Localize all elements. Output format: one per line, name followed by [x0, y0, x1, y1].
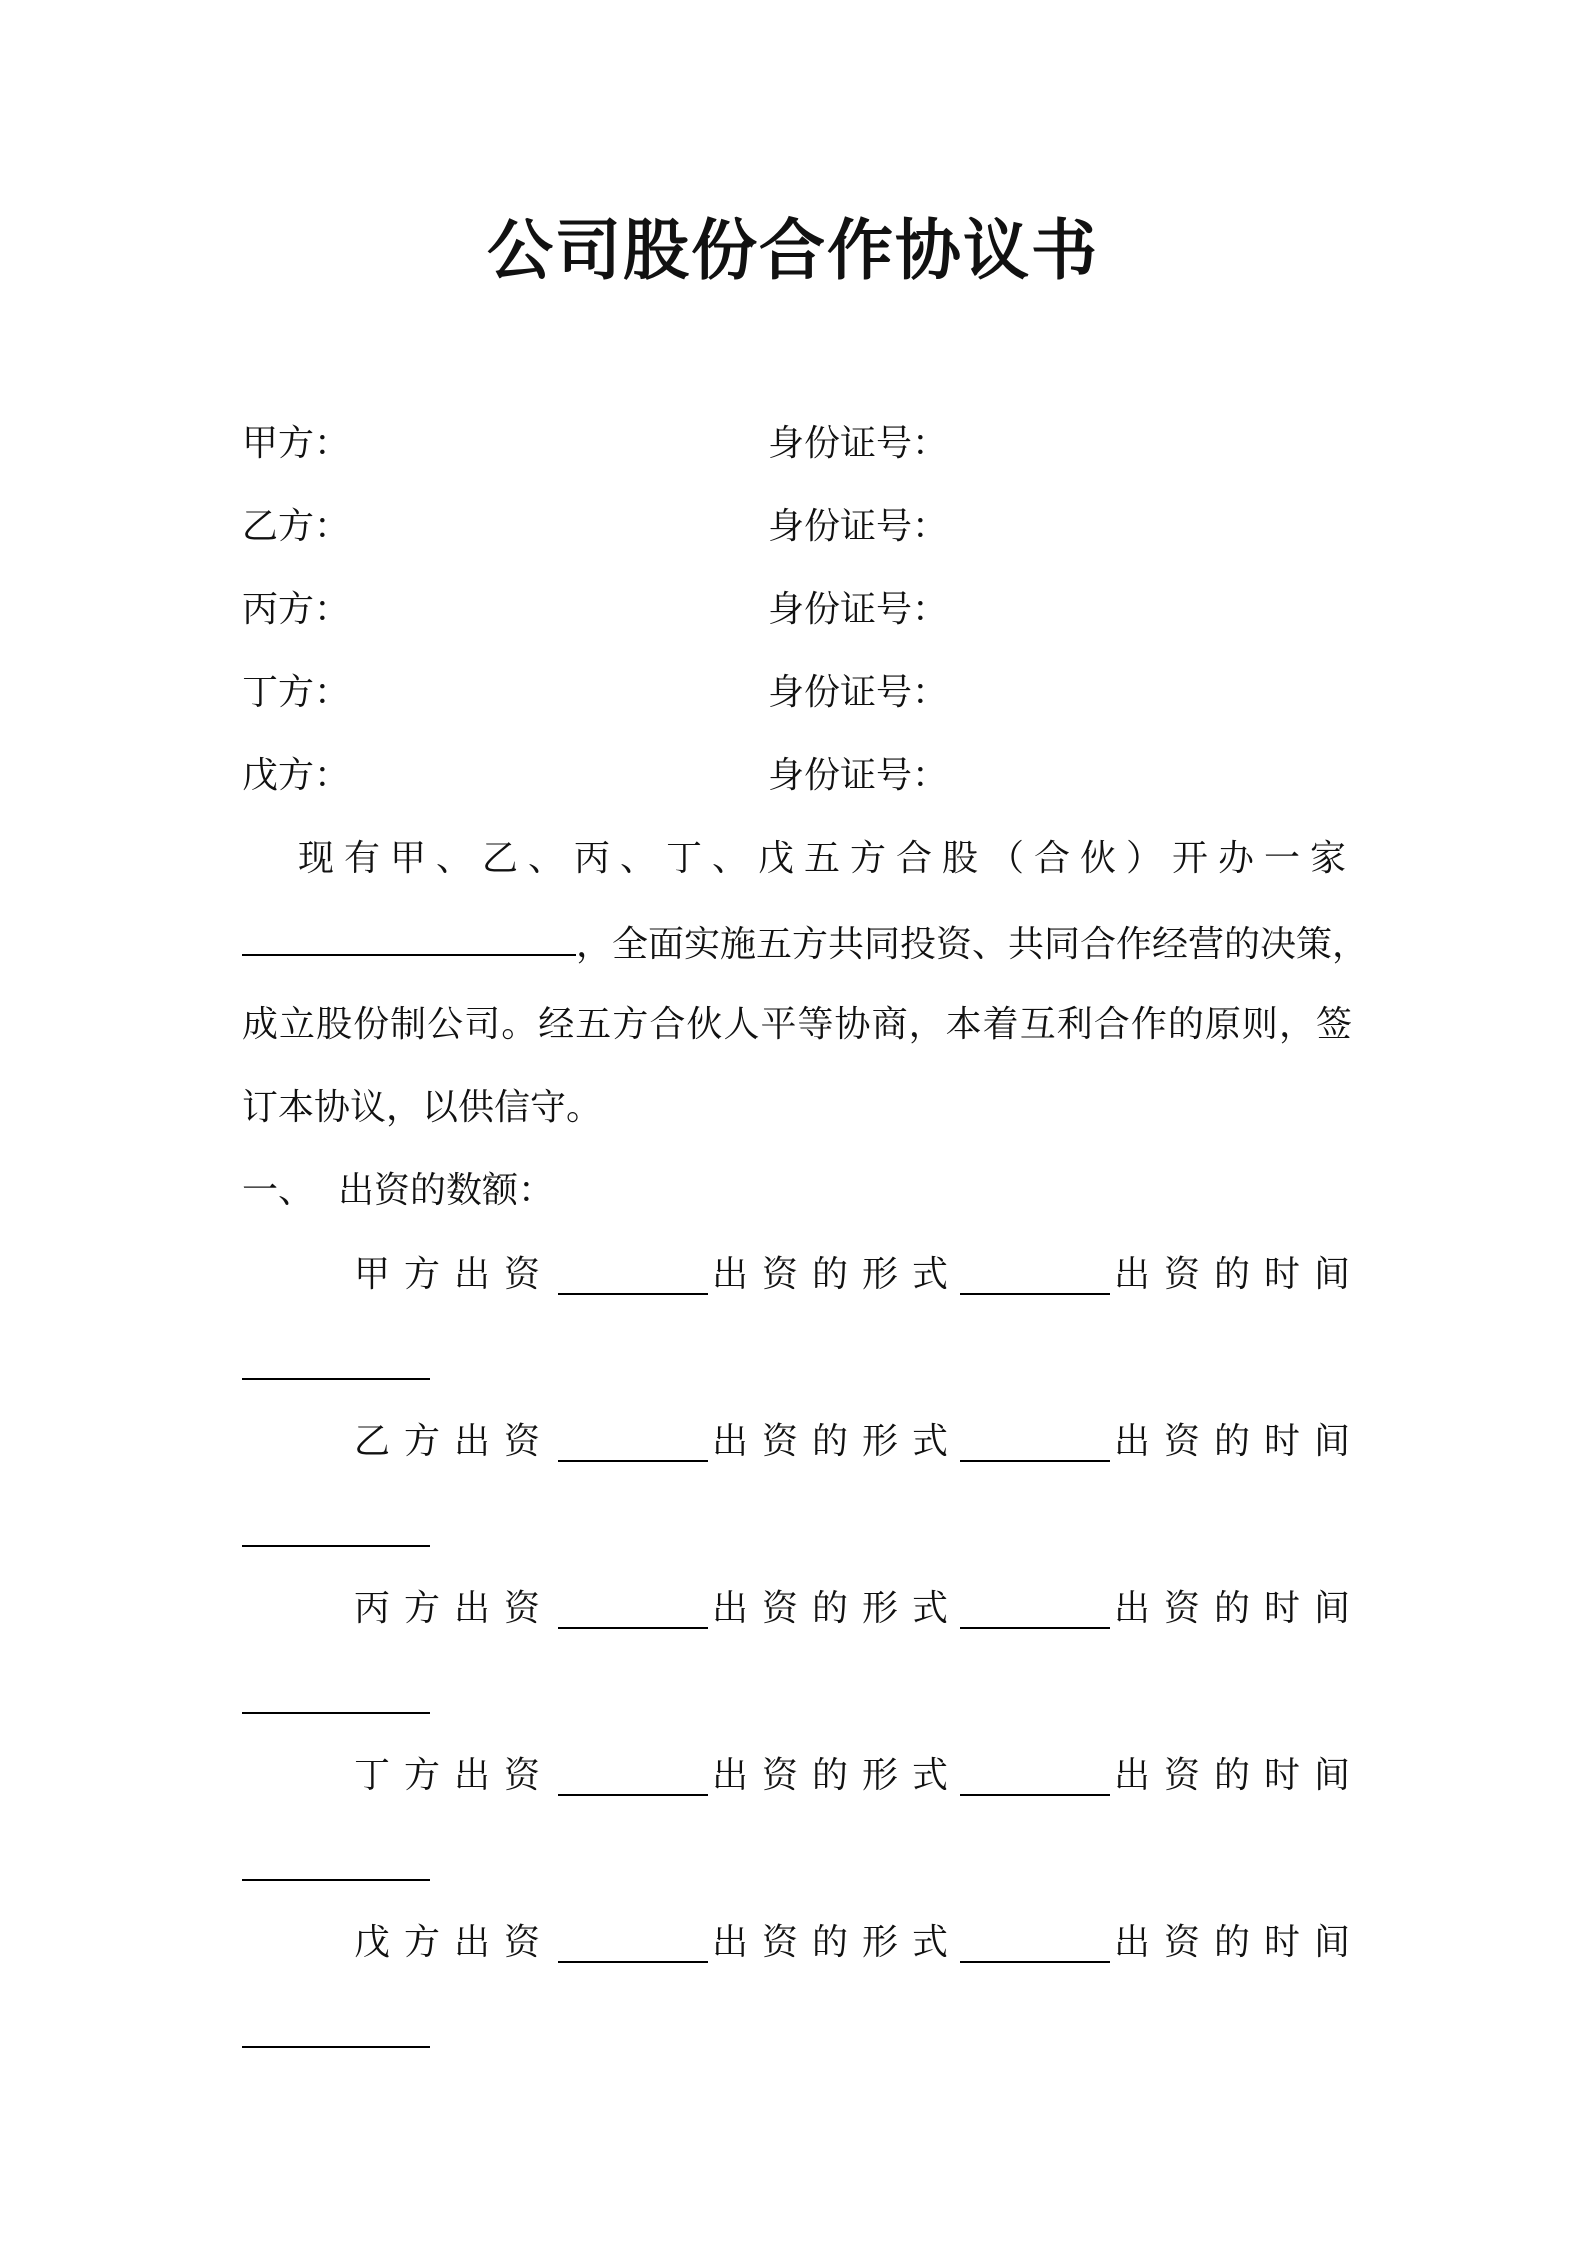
party-row-yi [242, 497, 1352, 557]
intro-line-1: 现有甲、乙、丙、丁、戊五方合股（合伙）开办一家 [298, 838, 1352, 879]
contribution-line-bing [354, 1579, 1365, 1639]
contribution-form-label: 出资的形式 [712, 1254, 963, 1295]
form-blank [960, 1794, 1110, 1796]
party-label: 乙方： [242, 506, 351, 547]
party-row-ding [242, 663, 1352, 723]
party-row-bing [242, 580, 1352, 640]
amount-blank [558, 1627, 708, 1629]
company-name-blank [242, 912, 576, 956]
contribution-party: 丁方出资 [354, 1755, 555, 1796]
id-number-label: 身份证号： [768, 755, 949, 796]
id-number-label: 身份证号： [768, 506, 949, 547]
id-number-label: 身份证号： [768, 589, 949, 630]
party-row-jia [242, 414, 1352, 474]
form-blank [960, 1293, 1110, 1295]
contribution-party: 戊方出资 [354, 1922, 555, 1963]
section-number: 一、 [242, 1170, 315, 1211]
contribution-form-label: 出资的形式 [712, 1922, 963, 1963]
party-row-wu [242, 746, 1352, 806]
amount-blank [558, 1460, 708, 1462]
time-blank-yi [242, 1545, 430, 1547]
time-blank-wu [242, 2046, 430, 2048]
contribution-line-yi [354, 1412, 1365, 1472]
amount-blank [558, 1794, 708, 1796]
contribution-form-label: 出资的形式 [712, 1421, 963, 1462]
time-blank-bing [242, 1712, 430, 1714]
intro-line-3: 成立股份制公司。经五方合伙人平等协商，本着互利合作的原则，签 [242, 1004, 1352, 1045]
amount-blank [558, 1961, 708, 1963]
contribution-party: 甲方出资 [354, 1254, 555, 1295]
section-heading-text: 出资的数额： [338, 1170, 555, 1211]
form-blank [960, 1627, 1110, 1629]
id-number-label: 身份证号： [768, 423, 949, 464]
contribution-form-label: 出资的形式 [712, 1588, 963, 1629]
contribution-time-label: 出资的时间 [1114, 1922, 1365, 1963]
contribution-time-label: 出资的时间 [1114, 1254, 1365, 1295]
contribution-time-label: 出资的时间 [1114, 1755, 1365, 1796]
contribution-party: 乙方出资 [354, 1421, 555, 1462]
intro-line-4: 订本协议，以供信守。 [242, 1087, 603, 1128]
form-blank [960, 1961, 1110, 1963]
intro-line-2 [242, 912, 1369, 975]
section-1-heading [242, 1161, 554, 1221]
party-label: 丁方： [242, 672, 351, 713]
intro-line-2-text: ，全面实施五方共同投资、共同合作经营的决策， [576, 924, 1369, 965]
party-label: 戊方： [242, 755, 351, 796]
contribution-line-jia [354, 1245, 1365, 1305]
amount-blank [558, 1293, 708, 1295]
form-blank [960, 1460, 1110, 1462]
contribution-form-label: 出资的形式 [712, 1755, 963, 1796]
id-number-label: 身份证号： [768, 672, 949, 713]
contribution-line-ding [354, 1746, 1365, 1806]
contribution-line-wu [354, 1913, 1365, 1973]
contribution-time-label: 出资的时间 [1114, 1588, 1365, 1629]
time-blank-jia [242, 1378, 430, 1380]
party-label: 甲方： [242, 423, 351, 464]
contribution-party: 丙方出资 [354, 1588, 555, 1629]
party-label: 丙方： [242, 589, 351, 630]
document-title: 公司股份合作协议书 [487, 211, 1099, 289]
time-blank-ding [242, 1879, 430, 1881]
contribution-time-label: 出资的时间 [1114, 1421, 1365, 1462]
